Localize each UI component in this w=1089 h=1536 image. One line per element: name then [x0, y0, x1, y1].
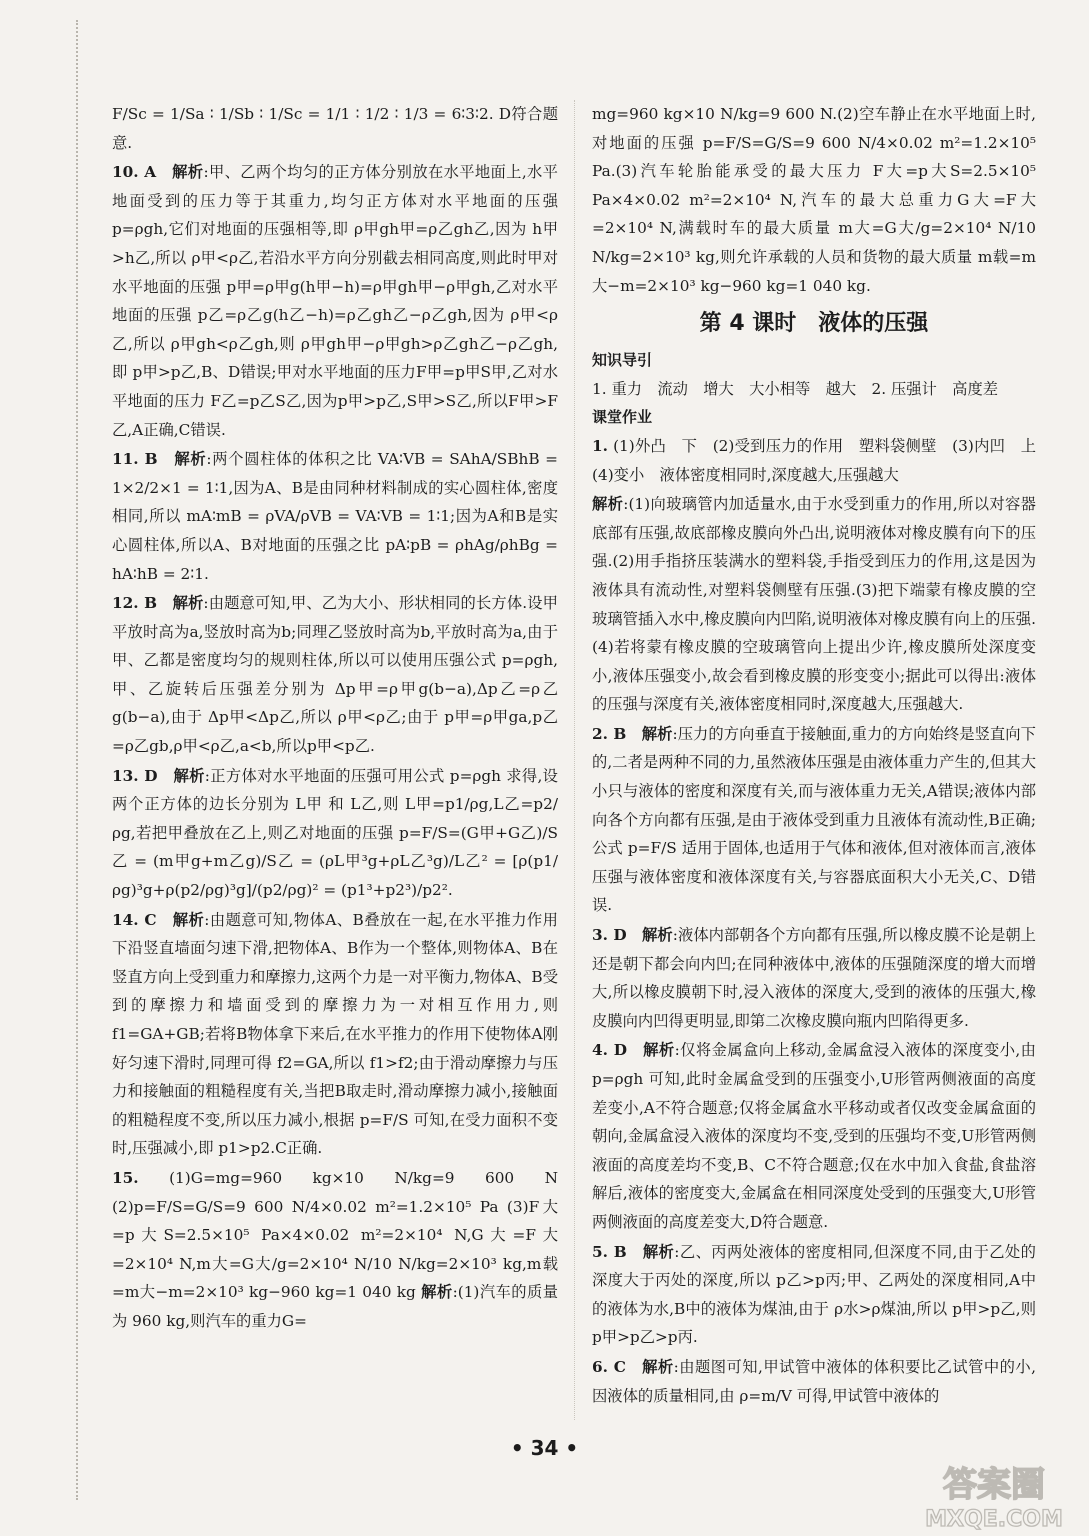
watermark-url: MXQE.COM — [925, 1507, 1063, 1532]
item-5 — [592, 1238, 1036, 1352]
item-15-continued — [592, 100, 1036, 300]
question-number: 5. B — [592, 1242, 627, 1261]
paragraph-text: :仅将金属盒向上移动,金属盒浸入液体的深度变小,由 p=ρgh 可知,此时金属盒受到的压强变小,U形管两侧液面的高度差变小,A不符合题意;仅将金属盒水平移动或者仅改变金属盒面的朝向,金属盒浸入液体的深度均不变,受到的压强均不变,U形管两侧液面的高度差均不变,B、C不符合题意;仅在水中加入食盐,食盐溶解后,液体的密度变大,金属盒在相同深度处受到的压强变大,U形管两侧液面的高度差变大,D符合题意. — [592, 1041, 1036, 1231]
item-12 — [112, 589, 558, 761]
item-6 — [592, 1353, 1036, 1410]
question-number: 15. — [112, 1168, 139, 1187]
analysis-tag: 解析 — [592, 495, 624, 514]
analysis-tag: 解析 — [641, 724, 673, 743]
paragraph-text: :两个圆柱体的体积之比 VA∶VB = SAhA/SBhB = 1×2/2×1 = 1∶1,因为A、B是由同种材料制成的实心圆柱体,密度相同,所以 mA∶mB = ρVA/ρVB = VA∶VB = 1∶1;因为A和B是实心圆柱体,所以A、B对地面的压强之比 pA∶pB = ρhAg/ρhBg = hA∶hB = 2∶1. — [112, 450, 558, 583]
paragraph-text: 1. 重力 流动 增大 大小相等 越大 2. 压强计 高度差 — [592, 379, 999, 398]
paragraph-text: :甲、乙两个均匀的正方体分别放在水平地面上,水平地面受到的压力等于其重力,均匀正方体对水平地面的压强 p=ρgh,它们对地面的压强相等,即 ρ甲gh甲=ρ乙gh乙,因为 h甲>h乙,所以 ρ甲<ρ乙,若沿水平方向分别截去相同高度,则此时甲对水平地面的压强 p甲=ρ甲g(h甲−h)=ρ甲gh甲−ρ甲gh,乙对水平地面的压强 p乙=ρ乙g(h乙−h)=ρ乙gh乙−ρ乙gh,因为 ρ甲<ρ乙,所以 ρ甲gh<ρ乙gh,则 ρ甲gh甲−ρ甲gh>ρ乙gh乙−ρ乙gh,即 p甲>p乙,B、D错误;甲对水平地面的压力F甲=p甲S甲,乙对水平地面的压力 F乙=p乙S乙,因为p甲>p乙,S甲>S乙,所以F甲>F乙,A正确,C错误. — [112, 163, 558, 439]
item-9-tail — [112, 100, 558, 157]
question-number: 10. A — [112, 163, 157, 182]
paragraph-text: :液体内部朝各个方向都有压强,所以橡皮膜不论是朝上还是朝下都会向内凹;在同种液体中,液体的压强随深度的增大而增大,所以橡皮膜朝下时,浸入液体的深度大,受到的液体的压强大,橡皮膜向内凹得更明显,即第二次橡皮膜向瓶内凹陷得更多. — [592, 926, 1036, 1030]
item-1 — [592, 432, 1052, 489]
paragraph-text: :压力的方向垂直于接触面,重力的方向始终是竖直向下的,二者是两种不同的力,虽然液体压强是由液体重力产生的,但其大小只与液体的密度和深度有关,而与液体重力无关,A错误;液体内部向各个方向都有压强,是由于液体受到重力且液体有流动性,B正确;公式 p=F/S 适用于固体,也适用于气体和液体,但对液体而言,液体压强与液体密度和液体深度有关,与容器底面积大小无关,C、D错误. — [592, 724, 1036, 915]
subsection-classwork: 课堂作业 — [592, 408, 653, 427]
paragraph-text: F/Sc = 1/Sa ∶ 1/Sb ∶ 1/Sc = 1/1 ∶ 1/2 ∶ 1/3 = 6∶3∶2. D符合题意. — [112, 105, 558, 152]
paragraph-text: :由题意可知,物体A、B叠放在一起,在水平推力作用下沿竖直墙面匀速下滑,把物体A、B作为一个整体,则物体A、B在竖直方向上受到重力和摩擦力,这两个力是一对平衡力,物体A、B受到的摩擦力和墙面受到的摩擦力为一对相互作用力,则 f1=GA+GB;若将B物体拿下来后,在水平推力的作用下使物体A刚好匀速下滑时,同理可得 f2=GA,所以 f1>f2;由于滑动摩擦力与压力和接触面的粗糙程度有关,当把B取走时,滑动摩擦力减小,接触面的粗糙程度不变,所以压力减小,根据 p=F/S 可知,在受力面积不变时,压强减小,即 p1>p2.C正确. — [112, 910, 558, 1158]
paragraph-text: :正方体对水平地面的压强可用公式 p=ρgh 求得,设两个正方体的边长分别为 L甲 和 L乙,则 L甲=p1/ρg,L乙=p2/ρg,若把甲叠放在乙上,则乙对地面的压强 p=F/S=(G甲+G乙)/S乙 = (m甲g+m乙g)/S乙 = (ρL甲³g+ρL乙³g)/L乙² = [ρ(p1/ρg)³g+ρ(p2/ρg)³g]/(p2/ρg)² = (p1³+p2³)/p2². — [112, 766, 558, 900]
right-column — [592, 100, 1052, 1410]
analysis-tag: 解析 — [643, 1041, 675, 1060]
paragraph-text: :(1)汽车的质量为 960 kg,则汽车的重力G= — [112, 1283, 558, 1330]
question-number: 1. — [592, 436, 608, 455]
paragraph-text: (1)外凸 下 (2)受到压力的作用 塑料袋侧壁 (3)内凹 上 (4)变小 液体密度相同时,深度越大,压强越大 — [592, 436, 1052, 484]
item-15 — [112, 1164, 558, 1336]
analysis-tag: 解析 — [172, 910, 205, 929]
subsection-knowledge-guide: 知识导引 — [592, 351, 653, 370]
column-divider — [574, 100, 575, 1420]
question-number: 3. D — [592, 926, 627, 945]
analysis-tag: 解析 — [642, 1357, 674, 1376]
question-number: 2. B — [592, 724, 627, 743]
left-column — [112, 100, 558, 1336]
item-2 — [592, 720, 1036, 920]
item-3 — [592, 921, 1036, 1035]
analysis-tag: 解析 — [173, 766, 205, 785]
item-14 — [112, 906, 558, 1163]
paragraph-text: (1)G=mg=960 kg×10 N/kg=9 600 N (2)p=F/S=G/S=9 600 N/4×0.02 m²=1.2×10⁵ Pa (3)F大=p大S=2.5×10⁵ Pa×4×0.02 m²=2×10⁴ N,G大=F大=2×10⁴ N,m大=G大/g=2×10⁴ N/10 N/kg=2×10³ kg,m载=m大−m=2×10³ kg−960 kg=1 040 kg — [112, 1168, 558, 1302]
question-number: 14. C — [112, 910, 157, 929]
question-number: 12. B — [112, 594, 157, 613]
question-number: 13. D — [112, 766, 158, 785]
binding-margin-line — [76, 20, 78, 1500]
analysis-tag: 解析 — [174, 450, 207, 469]
paragraph-text: mg=960 kg×10 N/kg=9 600 N.(2)空车静止在水平地面上时,对地面的压强 p=F/S=G/S=9 600 N/4×0.02 m²=1.2×10⁵ Pa.(3)汽车轮胎能承受的最大压力 F大=p大S=2.5×10⁵ Pa×4×0.02 m²=2×10⁴ N,汽车的最大总重力G大=F大=2×10⁴ N,满载时车的最大质量 m大=G大/g=2×10⁴ N/10 N/kg=2×10³ kg,则允许承载的人员和货物的最大质量 m载=m大−m=2×10³ kg−960 kg=1 040 kg. — [592, 105, 1036, 295]
section-title: 第 4 课时 液体的压强 — [699, 311, 929, 337]
item-1-analysis — [592, 490, 1036, 719]
paragraph-text: :乙、丙两处液体的密度相同,但深度不同,由于乙处的深度大于丙处的深度,所以 p乙>p丙;甲、乙两处的深度相同,A中的液体为水,B中的液体为煤油,由于 ρ水>ρ煤油,所以 p甲>p乙,则 p甲>p乙>p丙. — [592, 1242, 1036, 1347]
page-number: • 34 • — [510, 1436, 579, 1460]
paragraph-text: :由题意可知,甲、乙为大小、形状相同的长方体.设甲平放时高为a,竖放时高为b;同理乙竖放时高为b,平放时高为a,由于甲、乙都是密度均匀的规则柱体,所以可以使用压强公式 p=ρgh,甲、乙旋转后压强差分别为 Δp甲=ρ甲g(b−a),Δp乙=ρ乙g(b−a),由于 Δp甲<Δp乙,所以 ρ甲<ρ乙;由于 p甲=ρ甲ga,p乙=ρ乙gb,ρ甲<ρ乙,a<b,所以p甲<p乙. — [112, 594, 558, 756]
question-number: 11. B — [112, 450, 158, 469]
analysis-tag: 解析 — [642, 1242, 675, 1261]
question-number: 4. D — [592, 1041, 627, 1060]
guide-answers — [592, 375, 1036, 404]
analysis-tag: 解析 — [172, 163, 204, 182]
question-number: 6. C — [592, 1357, 626, 1376]
analysis-tag: 解析 — [421, 1283, 453, 1302]
item-11 — [112, 445, 558, 588]
watermark-logo — [906, 1456, 1082, 1534]
analysis-tag: 解析 — [642, 926, 673, 945]
item-10 — [112, 158, 558, 444]
watermark-title: 答案圈 — [943, 1465, 1045, 1505]
paragraph-text: :(1)向玻璃管内加适量水,由于水受到重力的作用,所以对容器底部有压强,故底部橡皮膜向外凸出,说明液体对橡皮膜有向下的压强.(2)用手指挤压装满水的塑料袋,手指受到压力的作用,这是因为液体具有流动性,对塑料袋侧壁有压强.(3)把下端蒙有橡皮膜的空玻璃管插入水中,橡皮膜向内凹陷,说明液体对橡皮膜有向上的压强.(4)若将蒙有橡皮膜的空玻璃管向上提出少许,橡皮膜所处深度变小,液体压强变小,故会看到橡皮膜的形变变小;据此可以得出:液体的压强与深度有关,液体密度相同时,深度越大,压强越大. — [592, 495, 1036, 714]
analysis-tag: 解析 — [172, 594, 204, 613]
item-4 — [592, 1036, 1036, 1236]
item-13 — [112, 762, 558, 905]
paragraph-text: :由题图可知,甲试管中液体的体积要比乙试管中的小,因液体的质量相同,由 ρ=m/V 可得,甲试管中液体的 — [592, 1357, 1036, 1405]
